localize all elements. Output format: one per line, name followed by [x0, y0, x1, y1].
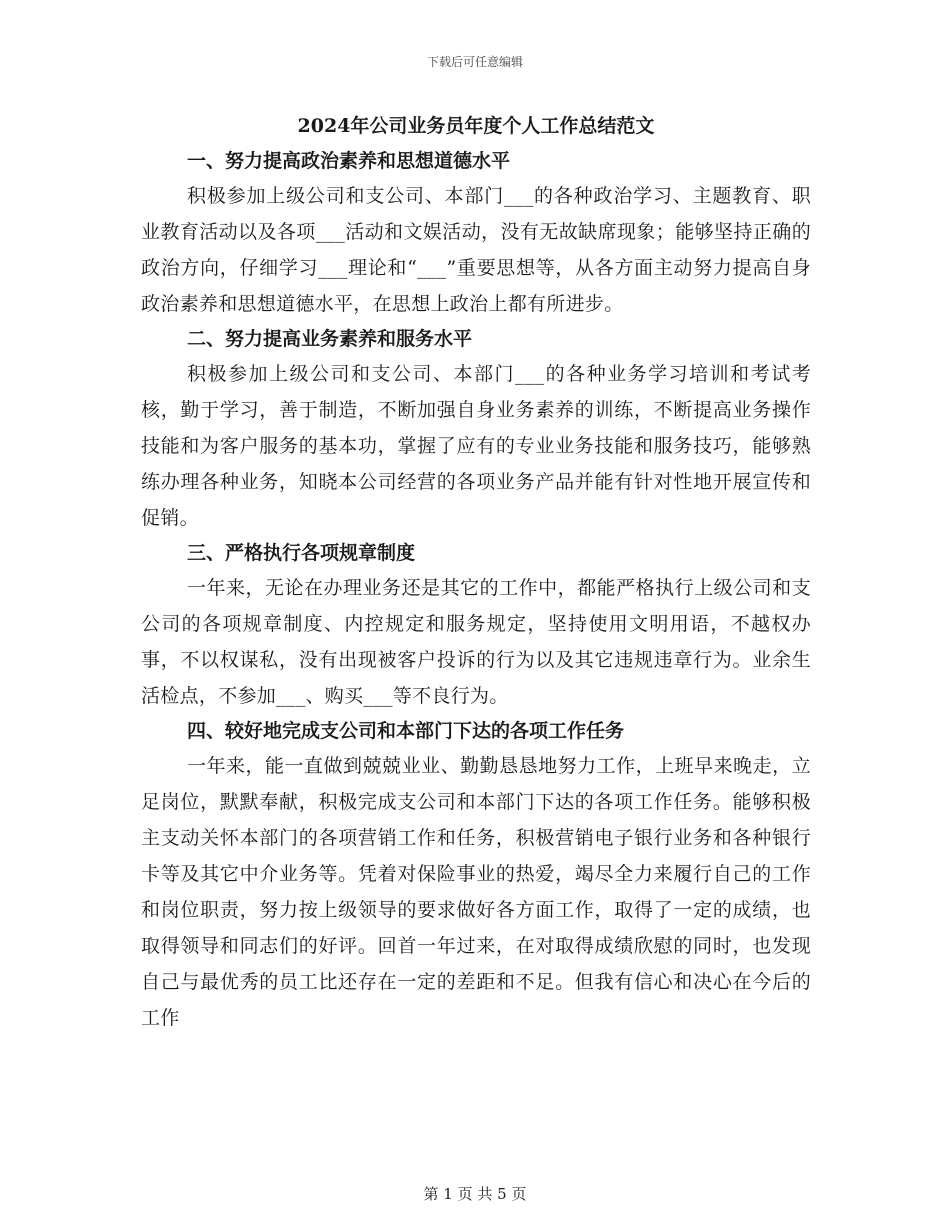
- section-4: [141, 714, 811, 1036]
- section-heading: 四、较好地完成支公司和本部门下达的各项工作任务: [187, 720, 625, 742]
- section-heading: 三、严格执行各项规章制度: [187, 542, 416, 564]
- section-heading: 一、努力提高政治素养和思想道德水平: [187, 150, 511, 172]
- header-note: 下载后可任意编辑: [426, 55, 523, 69]
- section-1: [141, 144, 811, 322]
- section-paragraph: 积极参加上级公司和支公司、本部门___的各种业务学习培训和考试考核，勤于学习，善于制造，不断加强自身业务素养的训练，不断提高业务操作技能和为客户服务的基本功，掌握了应有的专业业务技能和服务技巧，能够熟练办理各种业务，知晓本公司经营的各项业务产品并能有针对性地开展宣传和促销。: [141, 363, 811, 529]
- section-3: [141, 536, 811, 714]
- section-paragraph: 一年来，无论在办理业务还是其它的工作中，都能严格执行上级公司和支公司的各项规章制度、内控规定和服务规定，坚持使用文明用语，不越权办事，不以权谋私，没有出现被客户投诉的行为以及其它违规违章行为。业余生活检点，不参加___、购买___等不良行为。: [141, 577, 811, 707]
- page-footer: 第 1 页 共 5 页: [423, 1185, 527, 1203]
- section-paragraph: 积极参加上级公司和支公司、本部门___的各种政治学习、主题教育、职业教育活动以及各项___活动和文娱活动，没有无故缺席现象；能够坚持正确的政治方向，仔细学习___理论和“___”重要思想等，从各方面主动努力提高自身政治素养和思想道德水平，在思想上政治上都有所进步。: [141, 185, 811, 315]
- section-paragraph: 一年来，能一直做到兢兢业业、勤勤恳恳地努力工作，上班早来晚走，立足岗位，默默奉献，积极完成支公司和本部门下达的各项工作任务。能够积极主支动关怀本部门的各项营销工作和任务，积极营销电子银行业务和各种银行卡等及其它中介业务等。凭着对保险事业的热爱，竭尽全力来履行自己的工作和岗位职责，努力按上级领导的要求做好各方面工作，取得了一定的成绩，也取得领导和同志们的好评。回首一年过来，在对取得成绩欣慰的同时，也发现自己与最优秀的员工比还存在一定的差距和不足。但我有信心和决心在今后的工作: [141, 755, 811, 1029]
- section-2: [141, 322, 811, 536]
- section-heading: 二、努力提高业务素养和服务水平: [187, 328, 473, 350]
- document-title: 2024年公司业务员年度个人工作总结范文: [297, 115, 655, 137]
- document-body: [141, 112, 811, 1036]
